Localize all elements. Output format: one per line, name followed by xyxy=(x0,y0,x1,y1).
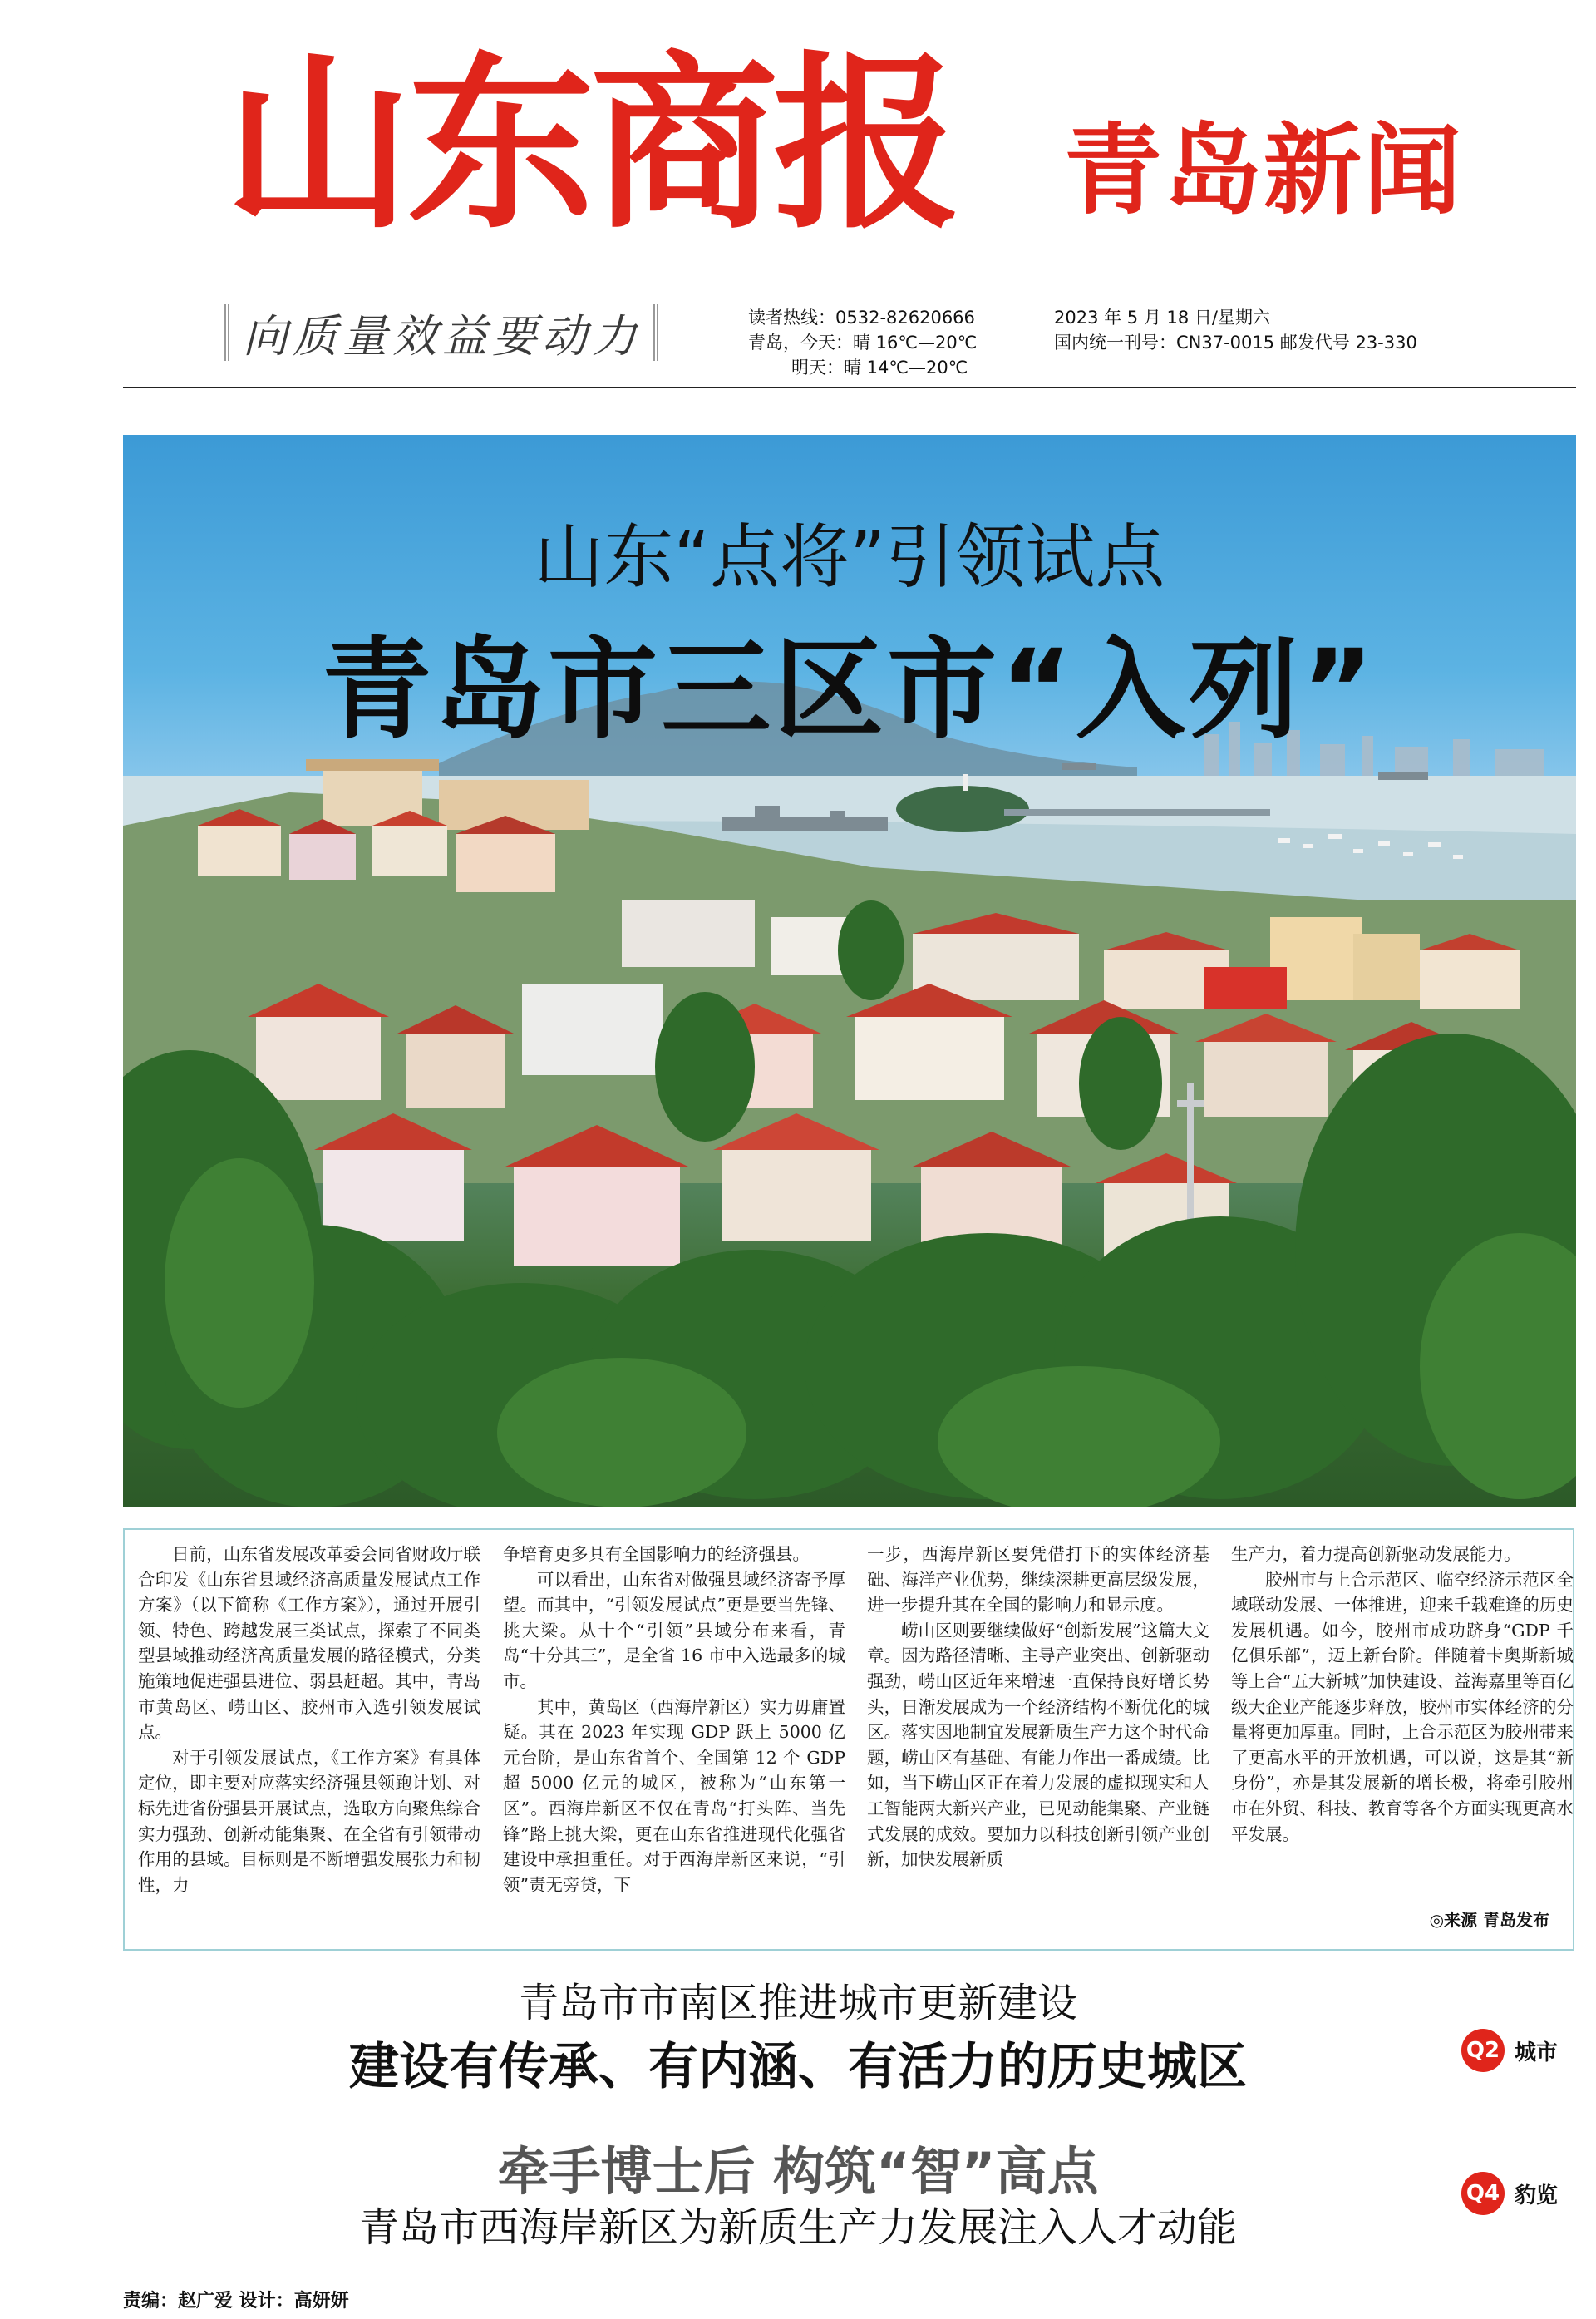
page-ref-q4[interactable] xyxy=(1461,2172,1558,2215)
slogan-bracket-right xyxy=(653,304,660,361)
article-column-2 xyxy=(503,1542,845,1897)
paragraph: 胶州市与上合示范区、临空经济示范区全域联动发展、一体推进，迎来千载难逢的历史发展机遇。如今，胶州市成功跻身“GDP 千亿俱乐部”，迈上新台阶。伴随着卡奥斯新城等上合“五大新城”加快建设、益海嘉里等百亿级大企业产能逐步释放，胶州市实体经济的分量将更加厚重。同时，上合示范区为胶州带来了更高水平的开放机遇，可以说，这是其“新身份”，亦是其发展新的增长极，将牵引胶州市在外贸、科技、教育等各个方面实现更高水平发展。 xyxy=(1231,1569,1574,1844)
reader-hotline: 读者热线：0532-82620666 xyxy=(748,308,975,328)
issue-date: 2023 年 5 月 18 日/星期六 xyxy=(1054,308,1270,328)
headline-1-subtitle[interactable]: 青岛市市南区推进城市更新建设 xyxy=(518,1980,1077,2026)
slogan xyxy=(224,295,690,370)
slogan-bracket-left xyxy=(224,304,231,361)
masthead-title: 山东商报 xyxy=(224,36,957,254)
meta-right xyxy=(1054,305,1417,355)
article-column-3 xyxy=(867,1542,1209,1872)
page-section-label: 豹览 xyxy=(1515,2183,1559,2208)
headline-2-subtitle[interactable]: 青岛市西海岸新区为新质生产力发展注入人才动能 xyxy=(358,2204,1237,2251)
paragraph: 对于引领发展试点，《工作方案》有具体定位，即主要对应落实经济强县领跑计划、对标先进省份强县开展试点，选取方向聚焦综合实力强劲、创新动能集聚、在全省有引领带动作用的县域。目标则是不断增强发展张力和韧性，力 xyxy=(138,1747,480,1895)
section-title: 青岛新闻 xyxy=(1064,113,1464,228)
headline-1-title[interactable]: 建设有传承、有内涵、有活力的历史城区 xyxy=(349,2038,1247,2096)
weather-tomorrow: 明天：晴 14℃—20℃ xyxy=(791,358,968,377)
editor-credits: 责编：赵广爱 设计：高妍妍 xyxy=(123,2291,349,2312)
paragraph: 可以看出，山东省对做强县域经济寄予厚望。而其中，“引领发展试点”更是要当先锋、挑大梁。从十个“引领”县域分布来看，青岛“十分其三”，是全省 16 市中入选最多的城市。 xyxy=(503,1569,845,1691)
article-box xyxy=(123,1528,1574,1951)
header-rule xyxy=(123,387,1576,388)
meta-left xyxy=(748,305,977,380)
hero-photo xyxy=(123,435,1576,1507)
headline-2-title[interactable]: 牵手博士后 构筑“智”高点 xyxy=(497,2141,1099,2202)
page-section-label: 城市 xyxy=(1515,2040,1559,2065)
page-ref-q2[interactable] xyxy=(1461,2029,1558,2072)
paragraph: 其中，黄岛区（西海岸新区）实力毋庸置疑。其在 2023 年实现 GDP 跃上 5000 亿元台阶，是山东省首个、全国第 12 个 GDP 超 5000 亿元的城区，被称为“山东第一区”。西海岸新区不仅在青岛“打头阵、当先锋”路上挑大梁，更在山东省推进现代化强省建设中承担重任。对于西海岸新区来说，“引领”责无旁贷，下 xyxy=(503,1696,845,1895)
paragraph: 日前，山东省发展改革委会同省财政厅联合印发《山东省县域经济高质量发展试点工作方案》（以下简称《工作方案》），通过开展引领、特色、跨越发展三类试点，探索了不同类型县域推动经济高质量发展的路径模式，分类施策地促进强县进位、弱县赶超。其中，青岛市黄岛区、崂山区、胶州市入选引领发展试点。 xyxy=(138,1544,480,1743)
article-column-4 xyxy=(1231,1542,1574,1847)
article-source: ◎来源 青岛发布 xyxy=(1429,1910,1549,1930)
page-number-badge: Q4 xyxy=(1461,2172,1505,2215)
paragraph: 一步，西海岸新区要凭借打下的实体经济基础、海洋产业优势，继续深耕更高层级发展，进一步提升其在全国的影响力和显示度。 xyxy=(867,1544,1209,1616)
weather-today: 青岛，今天：晴 16℃—20℃ xyxy=(748,333,978,353)
slogan-text: 向质量效益要动力 xyxy=(243,309,642,363)
paragraph: 争培育更多具有全国影响力的经济强县。 xyxy=(503,1544,810,1564)
article-column-1 xyxy=(138,1542,480,1897)
issn-code: 国内统一刊号：CN37-0015 邮发代号 23-330 xyxy=(1054,333,1417,353)
hero-subtitle: 山东“点将”引领试点 xyxy=(534,516,1165,598)
paragraph: 生产力，着力提高创新驱动发展能力。 xyxy=(1231,1544,1521,1564)
paragraph: 崂山区则要继续做好“创新发展”这篇大文章。因为路径清晰、主导产业突出、创新驱动强劲，崂山区近年来增速一直保持良好增长势头，日渐发展成为一个经济结构不断优化的城区。落实因地制宜发展新质生产力这个时代命题，崂山区有基础、有能力作出一番成绩。比如，当下崂山区正在着力发展的虚拟现实和人工智能两大新兴产业，已见动能集聚、产业链式发展的成效。要加力以科技创新引领产业创新，加快发展新质 xyxy=(867,1620,1209,1870)
hero-title: 青岛市三区市“入列” xyxy=(322,626,1377,754)
page-number-badge: Q2 xyxy=(1461,2029,1505,2072)
